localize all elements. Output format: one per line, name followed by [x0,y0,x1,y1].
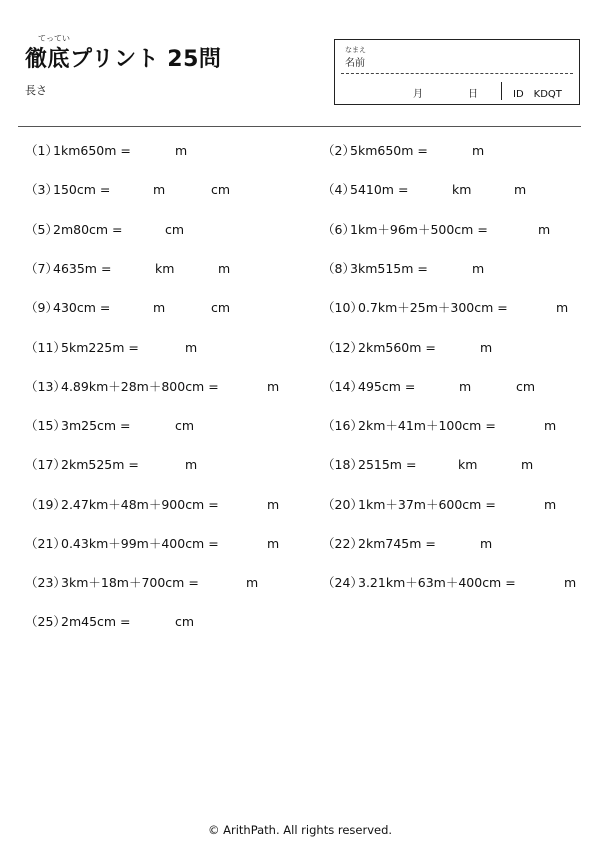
problem-item [322,260,597,278]
problem-expression: 1km＋37m＋600cm = [358,497,496,512]
worksheet-id: ID KDQT [513,89,562,100]
problem-expression: 5km225m = [61,340,139,355]
problem-number: （2） [322,143,355,158]
answer-unit: m [185,457,198,472]
problem-item [25,535,300,553]
problem-item [322,456,597,474]
problem-number: （5） [25,222,58,237]
answer-unit: cm [175,418,195,433]
problem-item [25,260,300,278]
answer-unit: cm [175,614,195,629]
problem-number: （14） [322,379,363,394]
problem-item [25,181,300,199]
problem-expression: 5km650m = [350,143,428,158]
problem-number: （20） [322,497,363,512]
problem-item [322,181,597,199]
problem-number: （18） [322,457,363,472]
day-label: 日 [468,89,478,100]
answer-unit: m [218,261,231,276]
problem-expression: 2515m = [358,457,417,472]
problem-number: （13） [25,379,66,394]
problem-expression: 3m25cm = [61,418,131,433]
problem-expression: 3km515m = [350,261,428,276]
problem-expression: 2m45cm = [61,614,131,629]
problem-expression: 1km＋96m＋500cm = [350,222,488,237]
problem-number: （7） [25,261,58,276]
answer-unit: m [564,575,577,590]
problem-expression: 2.47km＋48m＋900cm = [61,497,219,512]
answer-unit: m [472,261,485,276]
problem-number: （12） [322,340,363,355]
problem-number: （15） [25,418,66,433]
problem-expression: 2km745m = [358,536,436,551]
problem-expression: 0.43km＋99m＋400cm = [61,536,219,551]
problem-expression: 2km525m = [61,457,139,472]
answer-unit: m [175,143,188,158]
problem-number: （21） [25,536,66,551]
answer-unit: m [544,497,557,512]
problem-number: （24） [322,575,363,590]
problem-item [322,299,597,317]
problem-item [25,378,300,396]
answer-unit: m [267,379,280,394]
answer-unit: m [480,536,493,551]
answer-unit: m [521,457,534,472]
problem-expression: 0.7km＋25m＋300cm = [358,300,508,315]
problem-item [322,142,597,160]
problem-item [25,613,300,631]
answer-unit: m [556,300,569,315]
answer-unit: km [452,182,472,197]
title-ruby: てってい [38,34,70,43]
problem-item [322,417,597,435]
answer-unit: cm [211,300,231,315]
problem-number: （10） [322,300,363,315]
problem-item [25,496,300,514]
problem-expression: 2km＋41m＋100cm = [358,418,496,433]
problem-expression: 4.89km＋28m＋800cm = [61,379,219,394]
page-subtitle: 長さ [25,84,47,97]
problem-item [25,221,300,239]
problem-item [322,574,597,592]
answer-unit: cm [211,182,231,197]
answer-unit: m [185,340,198,355]
answer-unit: m [480,340,493,355]
problem-item [25,142,300,160]
problem-item [25,417,300,435]
problem-item [322,221,597,239]
answer-unit: m [153,182,166,197]
copyright-footer: © ArithPath. All rights reserved. [207,823,393,837]
name-label: 名前 [345,58,365,69]
problem-item [322,339,597,357]
problem-item [25,299,300,317]
answer-unit: m [459,379,472,394]
answer-unit: m [267,536,280,551]
problem-number: （3） [25,182,58,197]
problem-expression: 1km650m = [53,143,131,158]
answer-unit: m [153,300,166,315]
problem-number: （11） [25,340,66,355]
problem-number: （16） [322,418,363,433]
problem-number: （6） [322,222,355,237]
problem-number: （23） [25,575,66,590]
answer-unit: m [267,497,280,512]
answer-unit: cm [516,379,536,394]
problem-expression: 4635m = [53,261,112,276]
problem-expression: 3.21km＋63m＋400cm = [358,575,516,590]
problem-item [25,574,300,592]
answer-unit: m [472,143,485,158]
problem-number: （1） [25,143,58,158]
problem-item [322,378,597,396]
problem-expression: 3km＋18m＋700cm = [61,575,199,590]
problem-number: （4） [322,182,355,197]
answer-unit: m [538,222,551,237]
problem-number: （9） [25,300,58,315]
page-title: 徹底プリント 25問 [25,47,222,72]
problem-number: （22） [322,536,363,551]
problem-item [25,456,300,474]
problem-expression: 150cm = [53,182,111,197]
name-ruby: なまえ [345,46,366,54]
problem-expression: 5410m = [350,182,409,197]
problem-expression: 2km560m = [358,340,436,355]
problem-expression: 430cm = [53,300,111,315]
answer-unit: km [155,261,175,276]
problem-number: （25） [25,614,66,629]
month-label: 月 [413,89,423,100]
problem-item [322,496,597,514]
answer-unit: m [514,182,527,197]
problem-expression: 495cm = [358,379,416,394]
problem-expression: 2m80cm = [53,222,123,237]
problem-number: （17） [25,457,66,472]
problem-item [25,339,300,357]
answer-unit: m [544,418,557,433]
answer-unit: cm [165,222,185,237]
problem-item [322,535,597,553]
answer-unit: km [458,457,478,472]
answer-unit: m [246,575,259,590]
problem-number: （19） [25,497,66,512]
problem-number: （8） [322,261,355,276]
